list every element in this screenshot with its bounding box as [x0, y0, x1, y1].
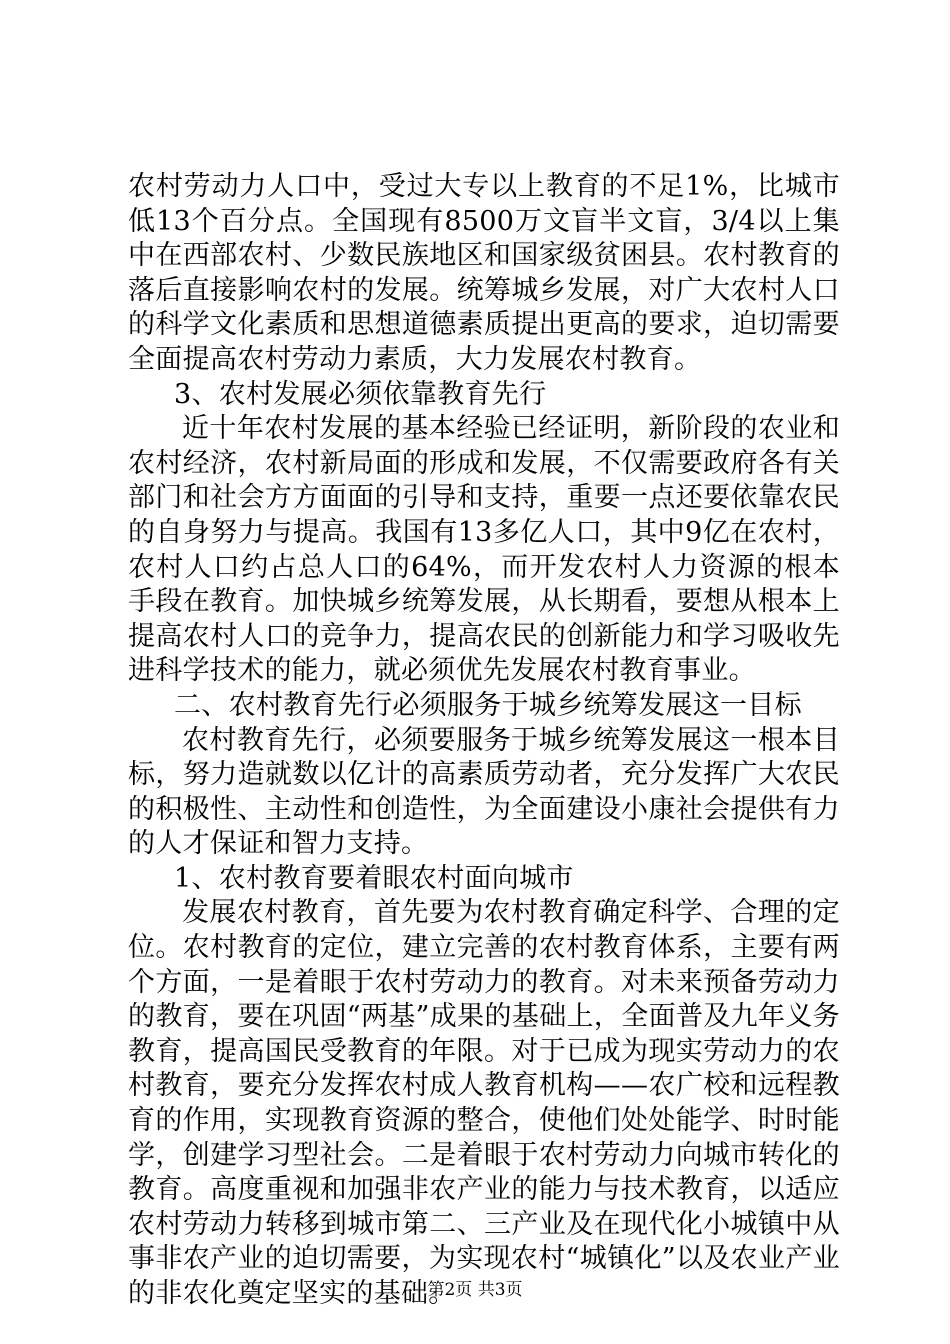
paragraph-education-positioning: 发展农村教育，首先要为农村教育确定科学、合理的定位。农村教育的定位，建立完善的农村教育体系，主要有两个方面，一是着眼于农村劳动力的教育。对未来预备劳动力的教育，要在巩固“两基”成果的基础上，全面普及九年义务教育，提高国民受教育的年限。对于已成为现实劳动力的农村教育，要充分发挥农村成人教育机构——农广校和远程教育的作用，实现教育资源的整合，使他们处处能学、时时能学，创建学习型社会。二是着眼于农村劳动力向城市转化的教育。高度重视和加强非农产业的能力与技术教育，以适应农村劳动力转移到城市第二、三产业及在现代化小城镇中从事非农产业的迫切需要，为实现农村“城镇化”以及农业产业的非农化奠定坚实的基础。	[128, 897, 840, 1309]
paragraph-development-experience: 近十年农村发展的基本经验已经证明，新阶段的农业和农村经济，农村新局面的形成和发展，不仅需要政府各有关部门和社会方方面面的引导和支持，重要一点还要依靠农民的自身努力与提高。我国有13多亿人口，其中9亿在农村，农村人口约占总人口的64%，而开发农村人力资源的根本手段在教育。加快城乡统筹发展，从长期看，要想从根本上提高农村人口的竞争力，提高农民的创新能力和学习吸收先进科学技术的能力，就必须优先发展农村教育事业。	[128, 413, 840, 687]
section-heading-3: 3、农村发展必须依靠教育先行	[174, 378, 547, 410]
page-footer: 第2页 共3页	[427, 1280, 523, 1300]
section-heading-2: 二、农村教育先行必须服务于城乡统筹发展这一目标	[174, 689, 802, 721]
section-heading-1: 1、农村教育要着眼农村面向城市	[174, 862, 574, 894]
document-body	[128, 170, 840, 1312]
paragraph-education-goal: 农村教育先行，必须要服务于城乡统筹发展这一根本目标，努力造就数以亿计的高素质劳动者，充分发挥广大农民的积极性、主动性和创造性，为全面建设小康社会提供有力的人才保证和智力支持。	[128, 724, 840, 860]
paragraph-rural-education-stats: 农村劳动力人口中，受过大专以上教育的不足1%，比城市低13个百分点。全国现有8500万文盲半文盲，3/4以上集中在西部农村、少数民族地区和国家级贫困县。农村教育的落后直接影响农村的发展。统筹城乡发展，对广大农村人口的科学文化素质和思想道德素质提出更高的要求，迫切需要全面提高农村劳动力素质，大力发展农村教育。	[128, 171, 840, 375]
